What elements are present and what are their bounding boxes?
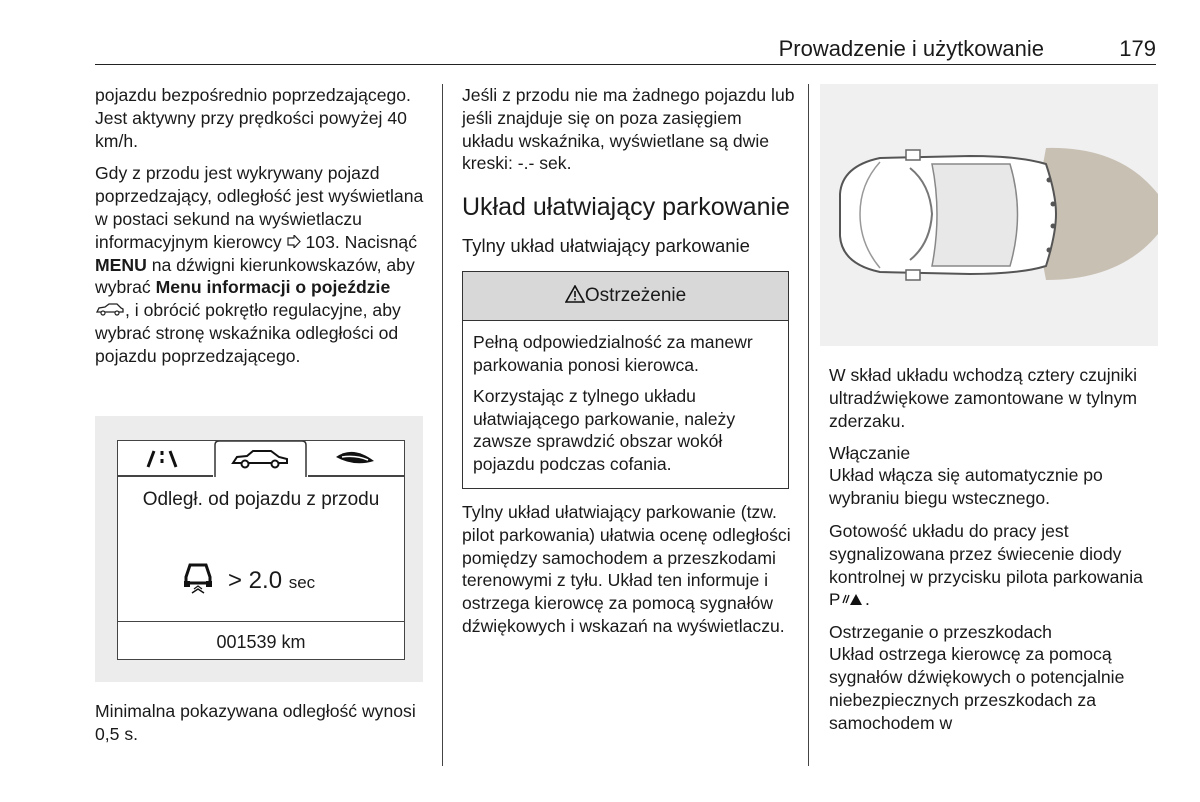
subsection-heading: Tylny układ ułatwiający parkowanie bbox=[462, 235, 750, 257]
warning-box bbox=[462, 271, 789, 489]
distance-unit: sec bbox=[288, 573, 316, 592]
odometer-readout: 001539 km bbox=[118, 621, 404, 653]
car-ahead-icon bbox=[178, 559, 218, 600]
column-1 bbox=[95, 84, 425, 378]
menu-info-label: Menu informacji o pojeździe bbox=[155, 277, 391, 298]
warning-text: Pełną odpowiedzialność za manewr parkowania ponosi kierowca. bbox=[473, 332, 753, 375]
subsection-heading: Włączanie bbox=[829, 443, 911, 464]
parking-sensor-illustration bbox=[820, 84, 1158, 346]
vehicle-info-icon bbox=[95, 300, 125, 320]
paragraph bbox=[95, 162, 425, 367]
paragraph: Układ ostrzega kierowcę za pomocą sygnałów dźwiękowych o potencjalnie niebezpiecznych przeszkodach za samochodem w bbox=[829, 644, 1125, 733]
paragraph: W skład układu wchodzą cztery czujniki ultradźwiękowe zamontowane w tylnym zderzaku. bbox=[829, 365, 1138, 431]
text: Gotowość układu do pracy jest sygnalizowana przez świecenie diody kontrolnej w przycisku pilota parkowania bbox=[829, 520, 1143, 587]
tab-underline bbox=[308, 475, 404, 477]
display-label: Odległ. od pojazdu z przodu bbox=[142, 489, 380, 510]
menu-button-label: MENU bbox=[95, 254, 147, 275]
column-3 bbox=[829, 364, 1159, 744]
display-illustration bbox=[95, 416, 423, 682]
chapter-title: Prowadzenie i użytkowanie bbox=[778, 36, 1044, 61]
text: , i obrócić pokrętło regulacyjne, aby wybrać stronę wskaźnika odległości od pojazdu poprzedzającego. bbox=[95, 300, 401, 366]
column-divider bbox=[442, 84, 443, 766]
column-divider bbox=[808, 84, 809, 766]
lane-icon bbox=[118, 441, 213, 475]
paragraph: Jeśli z przodu nie ma żadnego pojazdu lub jeśli znajduje się on poza zasięgiem układu wskaźnika, wyświetlane są dwie kreski: -.- sek. bbox=[462, 85, 795, 174]
paragraph bbox=[829, 520, 1159, 611]
reference-arrow-icon bbox=[287, 232, 301, 252]
column-1-footer bbox=[95, 700, 425, 756]
vehicle-info-icon bbox=[213, 441, 308, 475]
paragraph: Układ włącza się automatycznie po wybraniu biegu wstecznego. bbox=[829, 465, 1103, 509]
page-number: 179 bbox=[1119, 36, 1156, 61]
svg-text:P: P bbox=[829, 591, 841, 608]
column-2 bbox=[462, 84, 797, 648]
tab-underline bbox=[118, 475, 213, 477]
park-pilot-icon bbox=[829, 589, 865, 609]
distance-readout bbox=[228, 567, 315, 595]
warning-triangle-icon bbox=[565, 285, 585, 306]
warning-body bbox=[463, 321, 788, 488]
paragraph: pojazdu bezpośrednio poprzedzającego. Jest aktywny przy prędkości powyżej 40 km/h. bbox=[95, 85, 411, 151]
text: Gdy z przodu jest wykrywany pojazd poprzedzający, odległość jest wyświetlana w postaci sekund na wyświetlaczu informacyjnym kierowcy bbox=[95, 163, 424, 252]
warning-header bbox=[463, 272, 788, 321]
page-header bbox=[95, 30, 1156, 65]
warning-title: Ostrzeżenie bbox=[584, 285, 687, 307]
display-tab-bar bbox=[118, 441, 404, 475]
paragraph: Tylny układ ułatwiający parkowanie (tzw. pilot parkowania) ułatwia ocenę odległości pomiędzy samochodem a przeszkodami terenowymi z tyłu. Układ ten informuje i ostrzega kierowcę za pomocą sygnałów dźwiękowych i wskazań na wyświetlaczu. bbox=[462, 501, 791, 636]
text: 103. Nacisnąć bbox=[300, 231, 418, 252]
eco-leaf-icon bbox=[308, 441, 403, 475]
subsection-heading: Ostrzeganie o przeszkodach bbox=[829, 622, 1052, 643]
distance-value: > 2.0 bbox=[228, 567, 283, 594]
paragraph: Minimalna pokazywana odległość wynosi 0,5 s. bbox=[95, 701, 416, 744]
driver-info-display bbox=[117, 440, 405, 660]
warning-text: Korzystając z tylnego układu ułatwiającego parkowanie, należy zawsze sprawdzić obszar wokół pojazdu podczas cofania. bbox=[473, 385, 736, 475]
text: na dźwigni kierunkowskazów, aby wybrać bbox=[95, 254, 415, 298]
section-heading: Układ ułatwiający parkowanie bbox=[462, 193, 790, 222]
text: . bbox=[865, 589, 870, 610]
